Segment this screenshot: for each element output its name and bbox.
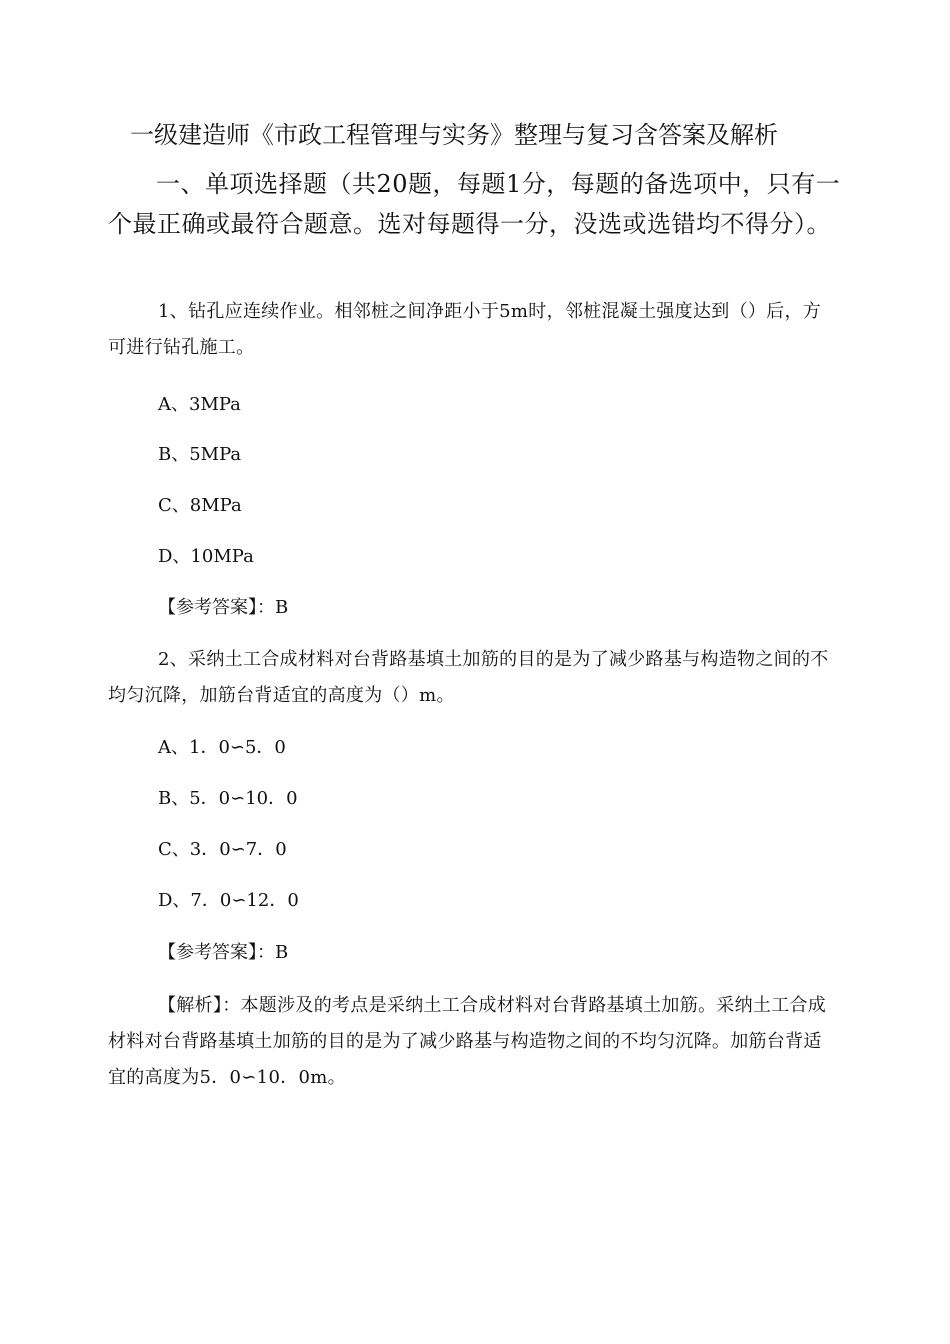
question-1-option-d: D、10MPa bbox=[158, 546, 254, 567]
question-2-option-a: A、1．0∽5．0 bbox=[158, 737, 286, 758]
question-2-answer: 【参考答案】：B bbox=[158, 942, 289, 963]
document-title: 一级建造师《市政工程管理与实务》整理与复习含答案及解析 bbox=[130, 121, 778, 149]
question-1-option-a: A、3MPa bbox=[158, 394, 241, 415]
question-1-stem: 1、钻孔应连续作业。相邻桩之间净距小于5m时，邻桩混凝土强度达到（）后，方可进行钻孔施工。 bbox=[108, 301, 822, 358]
question-1-answer: 【参考答案】：B bbox=[158, 597, 289, 618]
question-2-option-b: B、5．0∽10．0 bbox=[158, 788, 298, 809]
question-2-option-c: C、3．0∽7．0 bbox=[158, 839, 287, 860]
question-1-option-b: B、5MPa bbox=[158, 444, 242, 465]
section-heading: 一、单项选择题（共20题，每题1分，每题的备选项中，只有一个最正确或最符合题意。选对每题得一分，没选或选错均不得分）。 bbox=[108, 170, 841, 238]
question-2-analysis: 【解析】：本题涉及的考点是采纳土工合成材料对台背路基填土加筋。采纳土工合成材料对台背路基填土加筋的目的是为了减少路基与构造物之间的不均匀沉降。加筋台背适宜的高度为5．0∽10．0m。 bbox=[108, 995, 827, 1088]
question-2-stem: 2、采纳土工合成材料对台背路基填土加筋的目的是为了减少路基与构造物之间的不均匀沉降，加筋台背适宜的高度为（）m。 bbox=[108, 649, 829, 706]
question-1-option-c: C、8MPa bbox=[158, 495, 242, 516]
question-2-option-d: D、7．0∽12．0 bbox=[158, 890, 299, 911]
